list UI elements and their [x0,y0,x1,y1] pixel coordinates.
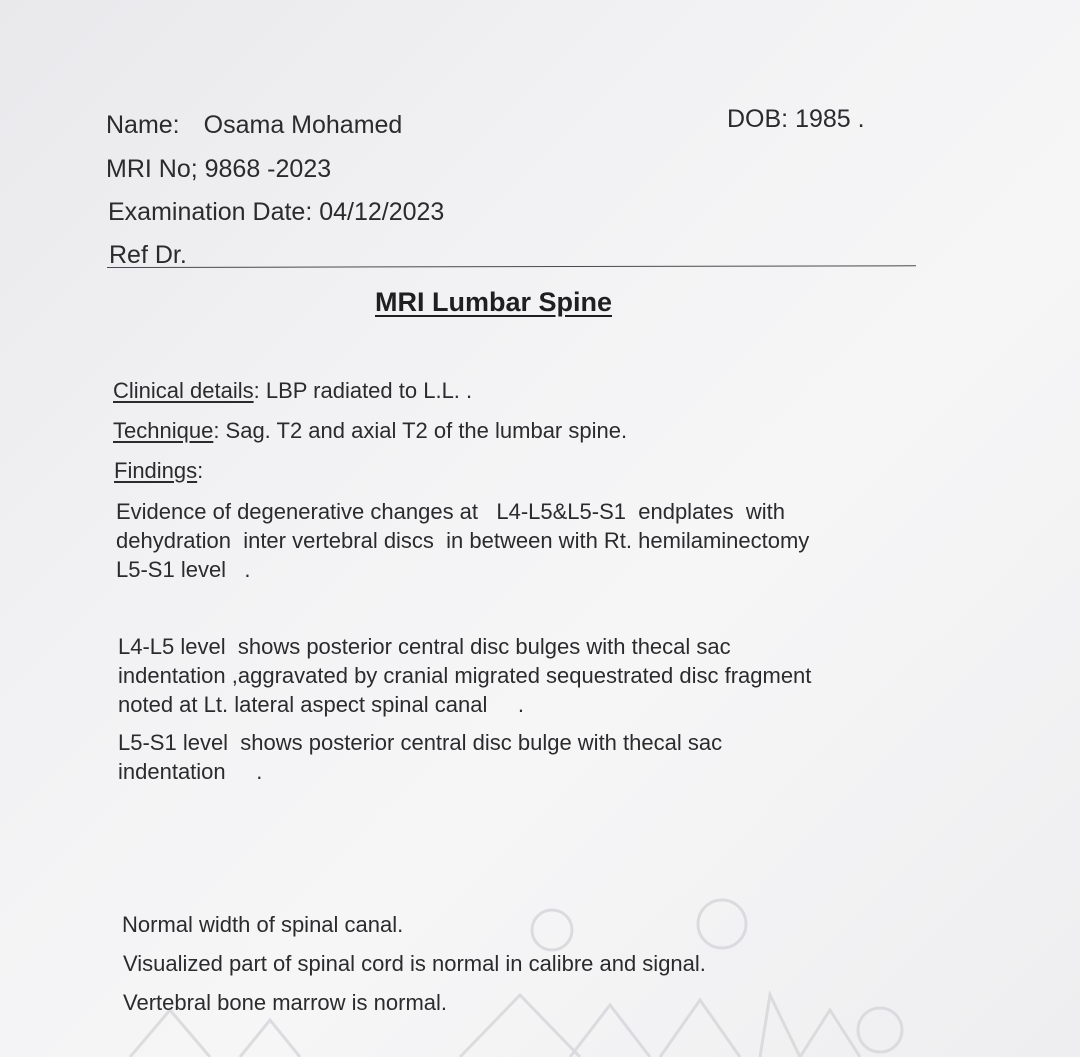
patient-name [106,111,402,140]
header-divider [107,265,916,268]
examination-date: Examination Date: 04/12/2023 [108,198,445,226]
technique-text: : Sag. T2 and axial T2 of the lumbar spine. [213,418,628,443]
finding-l4-l5: L4-L5 level shows posterior central disc bulges with thecal sac indentation ,aggravated by cranial migrated sequestrated disc fragment noted at Lt. lateral aspect spinal canal . [118,634,812,717]
clinical-text: : LBP radiated to L.L. . [253,378,473,403]
normal-spinal-canal: Normal width of spinal canal. [122,912,404,937]
referring-doctor: Ref Dr. [109,241,187,269]
findings-colon: : [197,458,204,483]
name-value: Osama Mohamed [203,111,403,139]
clinical-details [113,378,472,404]
report-title: MRI Lumbar Spine [375,287,613,317]
technique [113,418,627,444]
normal-spinal-cord: Visualized part of spinal cord is normal in calibre and signal. [123,951,706,976]
finding-degenerative: Evidence of degenerative changes at L4-L5&L5-S1 endplates with dehydration inter vertebral discs in between with Rt. hemilaminectomy L5-S1 level . [116,499,810,582]
name-label: Name: [106,111,180,139]
normal-bone-marrow: Vertebral bone marrow is normal. [123,990,448,1015]
findings-heading [114,458,203,484]
dob: DOB: 1985 . [727,105,865,133]
technique-label: Technique [113,418,214,443]
clinical-label: Clinical details [113,378,254,403]
findings-label: Findings [114,458,198,483]
mri-number: MRI No; 9868 -2023 [106,155,332,183]
finding-l5-s1: L5-S1 level shows posterior central disc bulge with thecal sac indentation . [118,730,723,784]
